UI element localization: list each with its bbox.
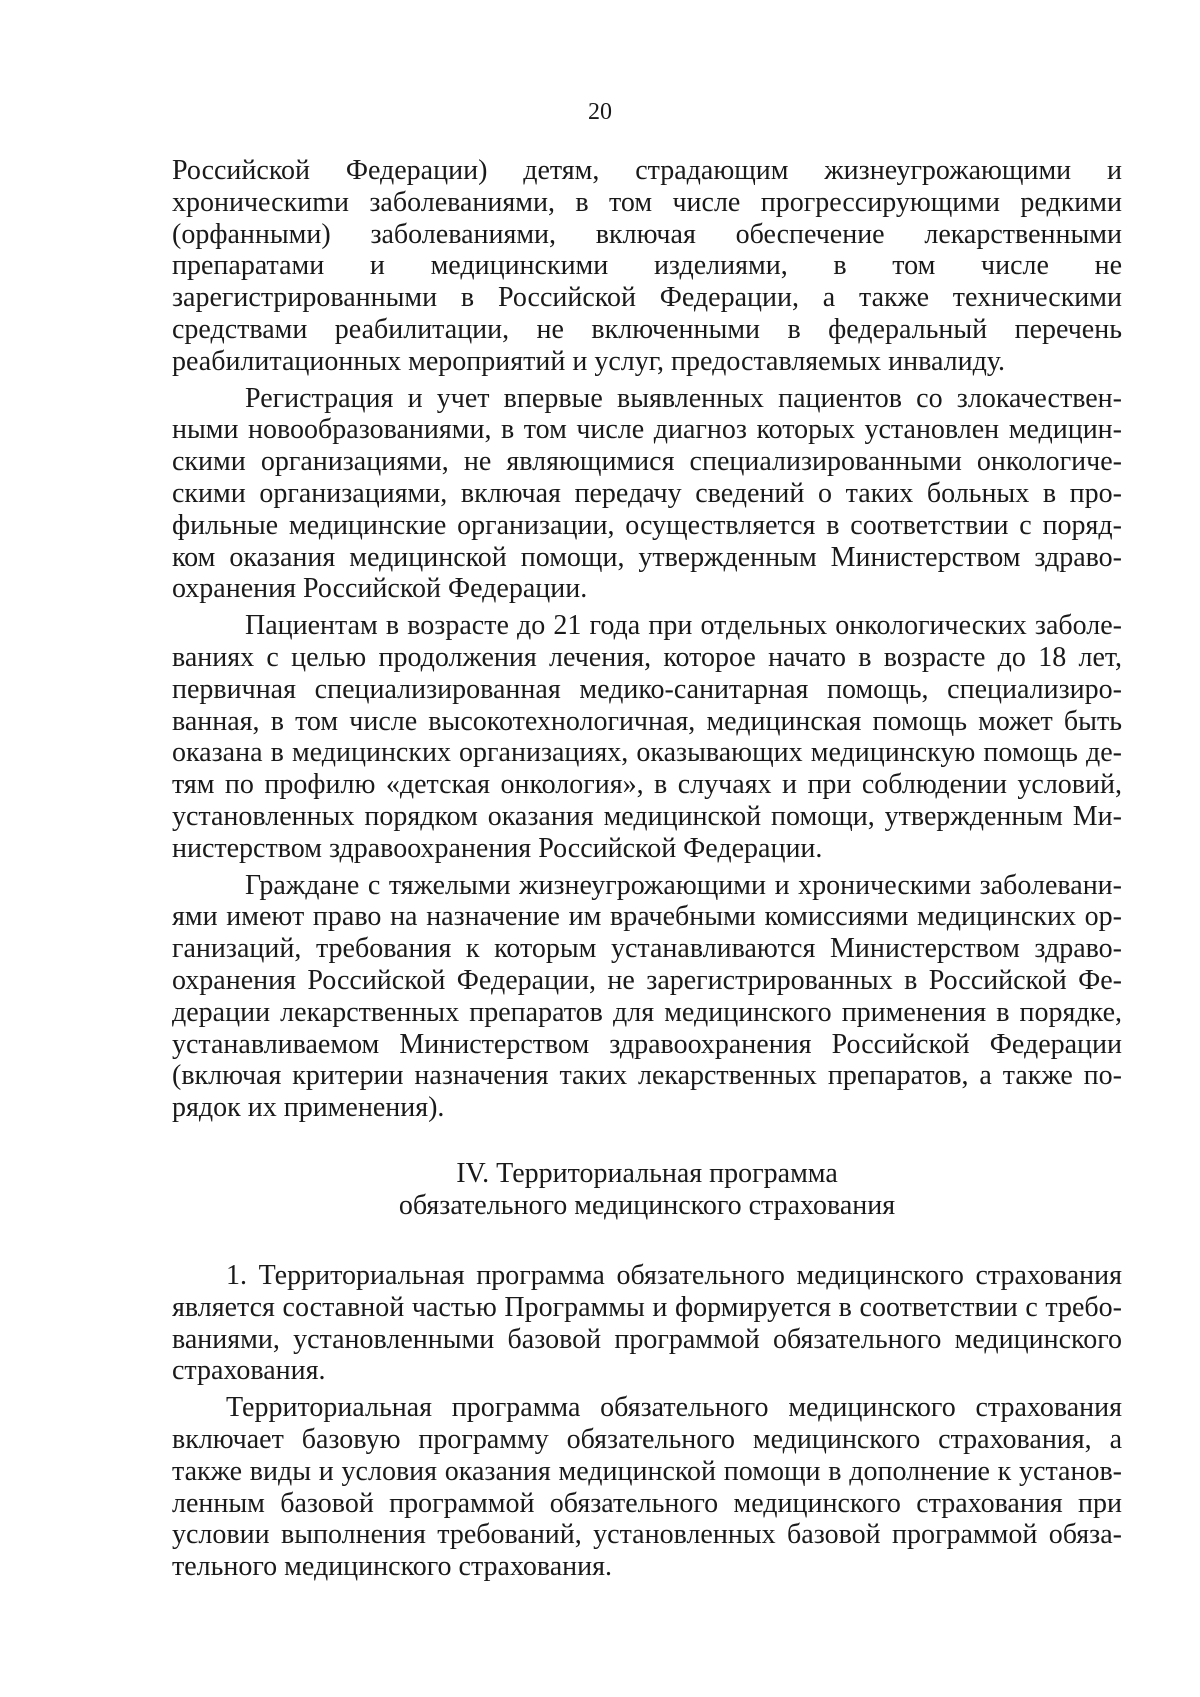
paragraph-pediatric-oncology: Пациентам в возрасте до 21 года при отдельных онкологических заболеваниях с целью продолжения лечения, которое начато в возрасте до 18 лет, первичная специализированная медико-санитарная помощь, специализированная, в том числе высокотехнологичная, медицинская помощь может быть оказана в медицинских организациях, оказывающих медицинскую помощь детям по профилю «детская онкология», в случаях и при соблюдении условий, установленных порядком оказания медицинской помощи, утвержденным Министерством здравоохранения Российской Федерации.: [172, 610, 1122, 864]
body-text: [172, 155, 1122, 1124]
section-heading-line-2: обязательного медицинского страхования: [398, 1190, 896, 1221]
section-paragraph-2: Территориальная программа обязательного медицинского страхования включает базовую программу обязательного медицинского страхования, а также виды и условия оказания медицинской помощи в дополнение к установленным базовой программой обязательного медицинского страхования при условии выполнения требований, установленных базовой программой обязательного медицинского страхования.: [172, 1392, 1122, 1583]
page-number: 20: [588, 99, 612, 125]
section-heading-line-1: IV. Территориальная программа: [456, 1158, 838, 1189]
paragraph-cancer-registration: Регистрация и учет впервые выявленных пациентов со злокачественными новообразованиями, в том числе диагноз которых установлен медицинскими организациями, не являющимися специализированными онкологическими организациями, включая передачу сведений о таких больных в профильные медицинские организации, осуществляется в соответствии с порядком оказания медицинской помощи, утвержденным Министерством здравоохранения Российской Федерации.: [172, 382, 1122, 605]
section-text: [172, 1260, 1122, 1583]
paragraph-continued: Российской Федерации) детям, страдающим жизнеугрожающими и хроническиmи заболеваниями, в том числе прогрессирующими редкими (орфанными) заболеваниями, включая обеспечение лекарственными препаратами и медицинскими изделиями, в том числе не зарегистрированными в Российской Федерации, а также техническими средствами реабилитации, не включенными в федеральный перечень реабилитационных мероприятий и услуг, предоставляемых инвалиду.: [172, 155, 1122, 377]
section-paragraph-1: 1. Территориальная программа обязательного медицинского страхования является составной частью Программы и формируется в соответствии с требованиями, установленными базовой программой обязательного медицинского страхования.: [172, 1260, 1122, 1387]
paragraph-unregistered-drugs: Граждане с тяжелыми жизнеугрожающими и хроническими заболеваниями имеют право на назначение им врачебными комиссиями медицинских организаций, требования к которым устанавливаются Министерством здравоохранения Российской Федерации, не зарегистрированных в Российской Федерации лекарственных препаратов для медицинского применения в порядке, устанавливаемом Министерством здравоохранения Российской Федерации (включая критерии назначения таких лекарственных препаратов, а также порядок их применения).: [172, 869, 1122, 1124]
section-heading: [172, 1158, 1122, 1222]
